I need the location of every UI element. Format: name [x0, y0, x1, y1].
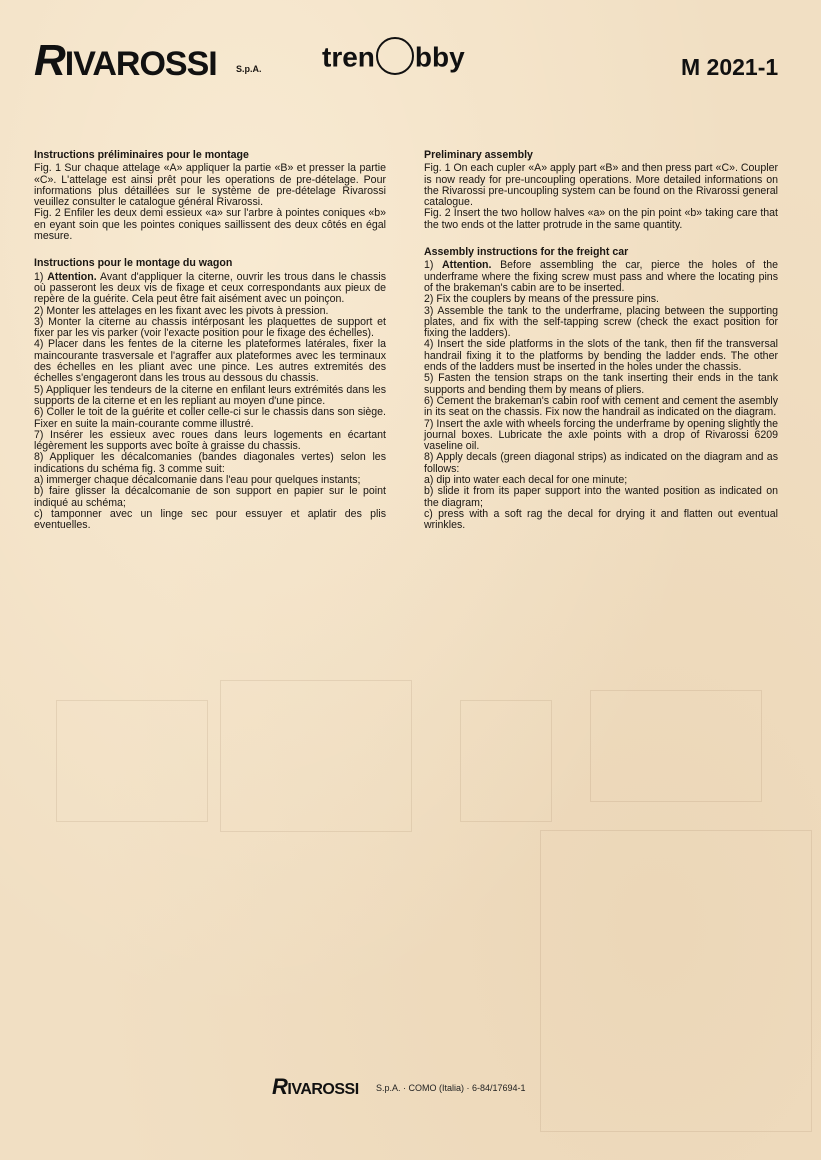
- instruction-paragraph: 2) Fix the couplers by means of the pressure pins.: [424, 293, 659, 306]
- section-title: Preliminary assembly: [424, 149, 533, 161]
- instruction-paragraph: b) slide it from its paper support into the wanted position as indicated on the diagram;: [424, 485, 778, 509]
- rivarossi-logo: RIVAROSSI: [34, 36, 217, 85]
- show-through-figure: [460, 700, 552, 822]
- footer-imprint: S.p.A. · COMO (Italia) · 6-84/17694-1: [376, 1083, 526, 1093]
- document-header: [0, 0, 821, 110]
- trenhobby-logo: tren bby: [322, 40, 465, 78]
- instruction-paragraph: 7) Insérer les essieux avec roues dans leurs logements en écartant légèrement les supports avec boîte à graisse du chassis.: [34, 428, 386, 453]
- section-gap: [34, 242, 386, 258]
- french-instructions-column: [34, 150, 386, 532]
- document-footer: [272, 1072, 592, 1102]
- instruction-paragraph: Fig. 2 Insert the two hollow halves «a» on the pin point «b» taking care that the two ends ot the latter protrude in the same quantity.: [424, 207, 778, 231]
- show-through-figure: [220, 680, 412, 832]
- instruction-paragraph: 8) Apply decals (green diagonal strips) as indicated on the diagram and as follows:: [424, 451, 778, 475]
- instruction-paragraph: a) immerger chaque décalcomanie dans l'eau pour quelques instants;: [34, 474, 361, 487]
- h-circle-icon: [376, 37, 414, 75]
- instruction-paragraph: 3) Assemble the tank to the underframe, placing between the supporting plates, and fix with the self-tapping screw (check the exact position for fixing the ladders).: [424, 304, 778, 340]
- instruction-paragraph: 4) Insert the side platforms in the slots of the tank, then fif the transversal handrail fixing it to the platforms by bending the ladder ends. The other ends of the ladders must be inserted in the holes under the chassis.: [424, 338, 778, 374]
- instruction-paragraph: 8) Appliquer les décalcomanies (bandes diagonales vertes) selon les indications du schéma fig. 3 comme suit:: [34, 451, 386, 475]
- instruction-paragraph: Fig. 2 Enfiler les deux demi essieux «a» sur l'arbre à pointes coniques «b» en eyant soin que les pointes coniques saillissent des deux côtés en égal mesure.: [34, 207, 386, 243]
- instruction-paragraph: 3) Monter la citerne au chassis intérposant les plaquettes de support et fixer par les vis parker (voir l'exacte position pour le fixage des échelles).: [34, 315, 386, 340]
- section-gap: [424, 231, 778, 247]
- section-title: Instructions préliminaires pour le montage: [34, 149, 249, 161]
- show-through-figure: [56, 700, 208, 822]
- instruction-paragraph: c) tamponner avec un linge sec pour essuyer et aplatir des plis eventuelles.: [34, 507, 386, 532]
- english-instructions-column: [424, 150, 778, 532]
- instruction-paragraph: 5) Appliquer les tendeurs de la citerne en enfilant leurs extrémités dans les supports de la citerne et en les repliant au moyen d'une pince.: [34, 383, 386, 407]
- instruction-paragraph: 6) Coller le toit de la guérite et coller celle-ci sur le chassis dans son siège. Fixer en suite la main-courante comme illustré.: [34, 406, 386, 430]
- instruction-paragraph: Fig. 1 Sur chaque attelage «A» appliquer la partie «B» et presser la partie «C». L'attelage est ainsi prêt pour les operations de pre-dételage. Pour informations plus détaillées sur le système de pre-dételage Rivarossi veuillez consulter le catalogue général Rivarossi.: [34, 162, 386, 209]
- section-title: Instructions pour le montage du wagon: [34, 257, 233, 270]
- company-suffix: S.p.A.: [236, 64, 262, 74]
- instruction-paragraph: 2) Monter les attelages en les fixant avec les pivots à pression.: [34, 304, 329, 317]
- instruction-paragraph: c) press with a soft rag the decal for drying it and flatten out eventual wrinkles.: [424, 507, 778, 532]
- model-code: M 2021-1: [681, 54, 779, 80]
- instruction-paragraph: 1) Attention. Avant d'appliquer la citerne, ouvrir les trous dans le chassis où passeront les deux vis de fixage et ceux correspondants aux pieux de repère de la guérite. Cela peut être fait aisément avec un poinçon.: [34, 270, 386, 306]
- instruction-paragraph: 1) Attention. Before assembling the car, pierce the holes of the underframe where the fixing screw must pass and where the locating pins of the brakeman's cabin are to be inserted.: [424, 259, 778, 294]
- instruction-paragraph: b) faire glisser la décalcomanie de son support en papier sur le point indiqué au schéma;: [34, 485, 386, 509]
- instruction-paragraph: 7) Insert the axle with wheels forcing the underframe by opening slightly the journal boxes. Lubricate the axle points with a drop of Rivarossi 6209 vaseline oil.: [424, 417, 778, 453]
- instruction-paragraph: 5) Fasten the tension straps on the tank inserting their ends in the tank supports and bending them by means of pliers.: [424, 372, 778, 396]
- instruction-paragraph: 6) Cement the brakeman's cabin roof with cement and cement the asembly in its seat on the chassis. Fix now the handrail as indicated on the diagram.: [424, 394, 778, 419]
- instruction-paragraph: 4) Placer dans les fentes de la citerne les plateformes latérales, fixer la maincourante trasversale et l'agraffer aux plateformes avec les terminaux des échelles en les pliant avec une pince. Les autres extremités des échelles s'engageront dans les trous au dessous du chassis.: [34, 338, 386, 385]
- footer-rivarossi-logo: RIVAROSSI: [272, 1074, 359, 1099]
- instruction-paragraph: Fig. 1 On each cupler «A» apply part «B» and then press part «C». Coupler is now ready for pre-uncoupling operations. More detailed informations on the Rivarossi pre-uncoupling system can be found on the Rivarossi general catalogue.: [424, 162, 778, 209]
- instruction-paragraph: a) dip into water each decal for one minute;: [424, 474, 628, 487]
- section-title: Assembly instructions for the freight car: [424, 246, 629, 259]
- show-through-figure: [590, 690, 762, 802]
